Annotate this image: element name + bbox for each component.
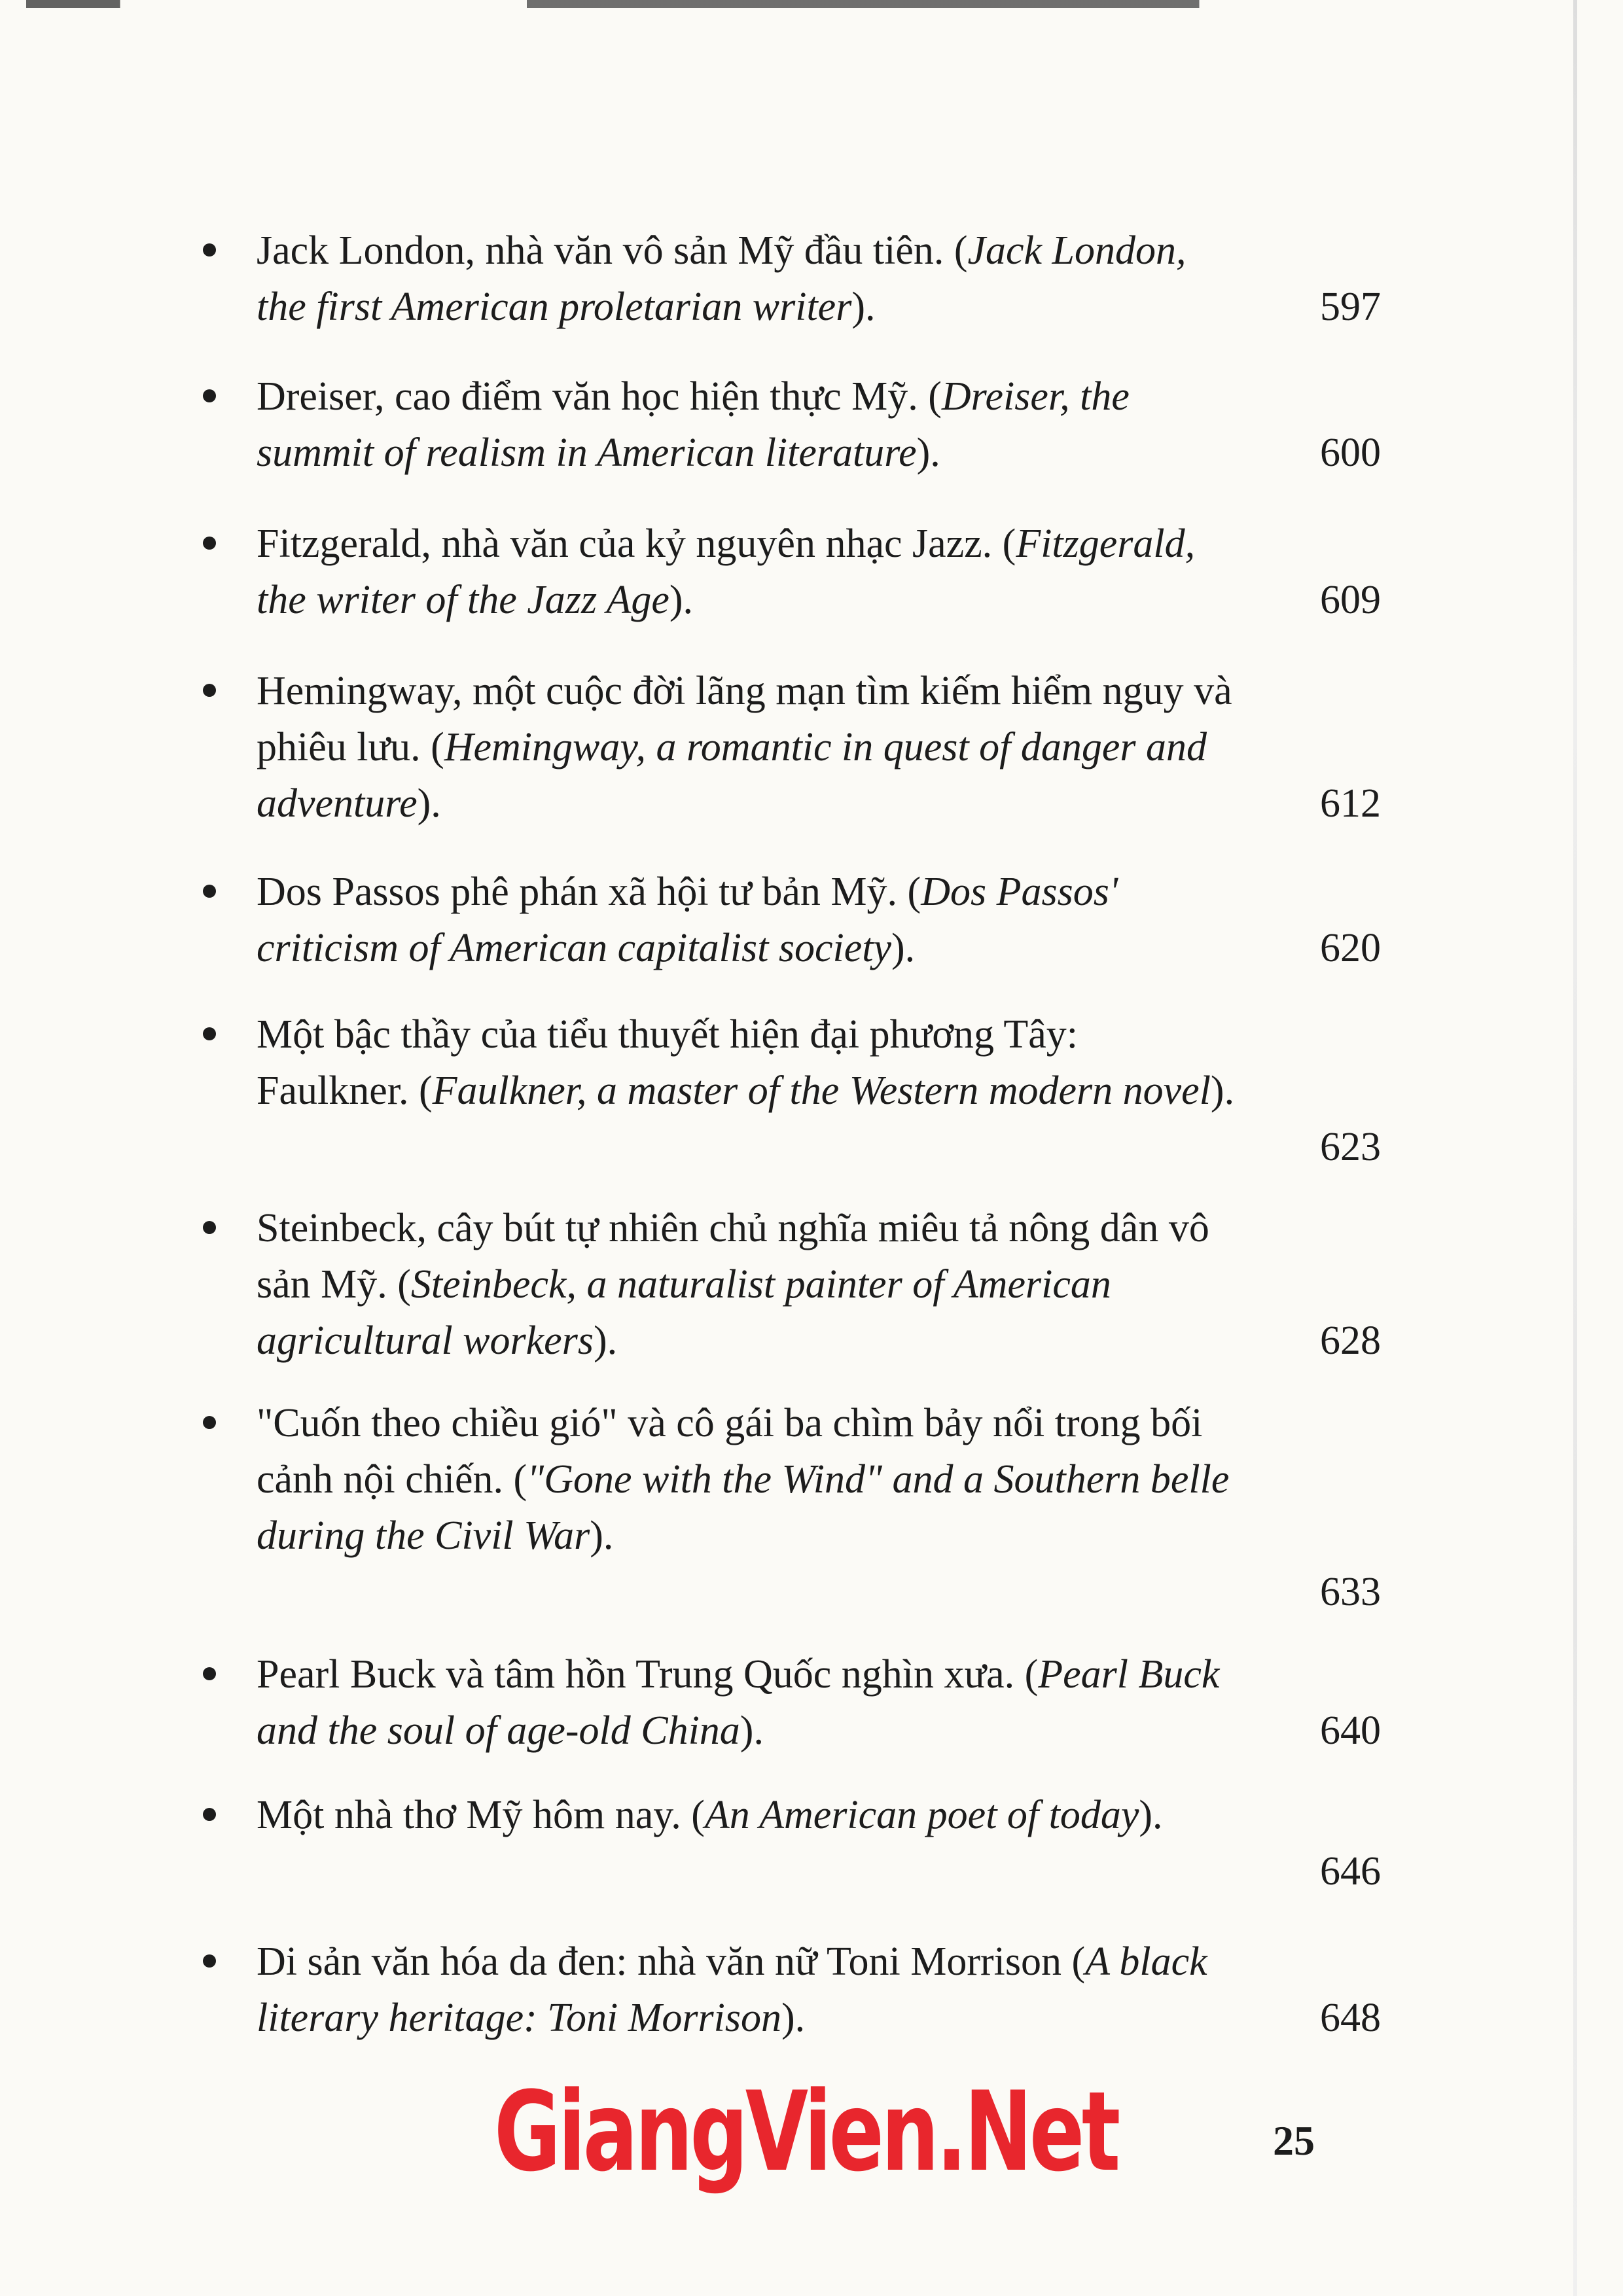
entry-title: Một nhà thơ Mỹ hôm nay. (An American poet of today). [257, 1793, 1163, 1837]
bullet-icon [203, 684, 216, 697]
bullet-icon [203, 243, 216, 256]
bullet-icon [203, 885, 216, 898]
entry-title: Dreiser, cao điểm văn học hiện thực Mỹ. (Dreiser, the summit of realism in American literature). [257, 374, 1130, 475]
toc-entry [183, 1006, 1381, 1178]
page-number: 628 [1320, 1318, 1381, 1363]
bullet-icon [203, 1027, 216, 1040]
bullet-icon [203, 1808, 216, 1821]
folio-page-number: 25 [1273, 2117, 1315, 2164]
bullet-icon [203, 389, 216, 402]
toc-entry [183, 222, 1381, 340]
page-number: 646 [1320, 1849, 1381, 1894]
page-number: 600 [1320, 431, 1381, 475]
page-number: 633 [1320, 1570, 1381, 1614]
entry-title: Dos Passos phê phán xã hội tư bản Mỹ. (Dos Passos' criticism of American capitalist society). [257, 870, 1118, 970]
bullet-icon [203, 1416, 216, 1429]
page-number: 597 [1320, 285, 1381, 329]
entry-title: Fitzgerald, nhà văn của kỷ nguyên nhạc Jazz. (Fitzgerald, the writer of the Jazz Age). [257, 521, 1196, 622]
page-number: 640 [1320, 1708, 1381, 1753]
entry-title: Di sản văn hóa da đen: nhà văn nữ Toni Morrison (A black literary heritage: Toni Morrison). [257, 1939, 1207, 2040]
toc-entry [183, 368, 1381, 486]
bullet-icon [203, 537, 216, 550]
toc-entry [183, 864, 1381, 981]
toc-entry [183, 1200, 1381, 1371]
entry-title: Steinbeck, cây bút tự nhiên chủ nghĩa miêu tả nông dân vô sản Mỹ. (Steinbeck, a naturalist painter of American agricultural workers). [257, 1206, 1209, 1363]
page-number: 609 [1320, 578, 1381, 622]
entry-title: "Cuốn theo chiều gió" và cô gái ba chìm bảy nổi trong bối cảnh nội chiến. ("Gone with the Wind" and a Southern belle during the Civil War). [257, 1401, 1230, 1558]
bullet-icon [203, 1954, 216, 1968]
bullet-icon [203, 1221, 216, 1234]
page-number: 648 [1320, 1996, 1381, 2040]
entry-title: Một bậc thầy của tiểu thuyết hiện đại phương Tây: Faulkner. (Faulkner, a master of the Western modern novel). [257, 1012, 1235, 1113]
page-number: 623 [1320, 1125, 1381, 1169]
bullet-icon [203, 1667, 216, 1680]
toc-entry [183, 663, 1381, 834]
toc-entry [183, 1934, 1381, 2051]
site-watermark: GiangVien.Net [494, 2068, 1118, 2196]
toc-entry [183, 1395, 1381, 1623]
entry-title: Hemingway, một cuộc đời lãng mạn tìm kiếm hiểm nguy và phiêu lưu. (Hemingway, a romantic in quest of danger and adventure). [257, 669, 1232, 826]
entry-title: Jack London, nhà văn vô sản Mỹ đầu tiên. (Jack London, the first American proletarian writer). [257, 228, 1186, 329]
entry-title: Pearl Buck và tâm hồn Trung Quốc nghìn xưa. (Pearl Buck and the soul of age-old China). [257, 1652, 1220, 1753]
toc-entry [183, 1787, 1381, 1905]
page-number: 620 [1320, 926, 1381, 970]
toc-entry [183, 1646, 1381, 1764]
toc-entry [183, 516, 1381, 633]
page-number: 612 [1320, 781, 1381, 826]
